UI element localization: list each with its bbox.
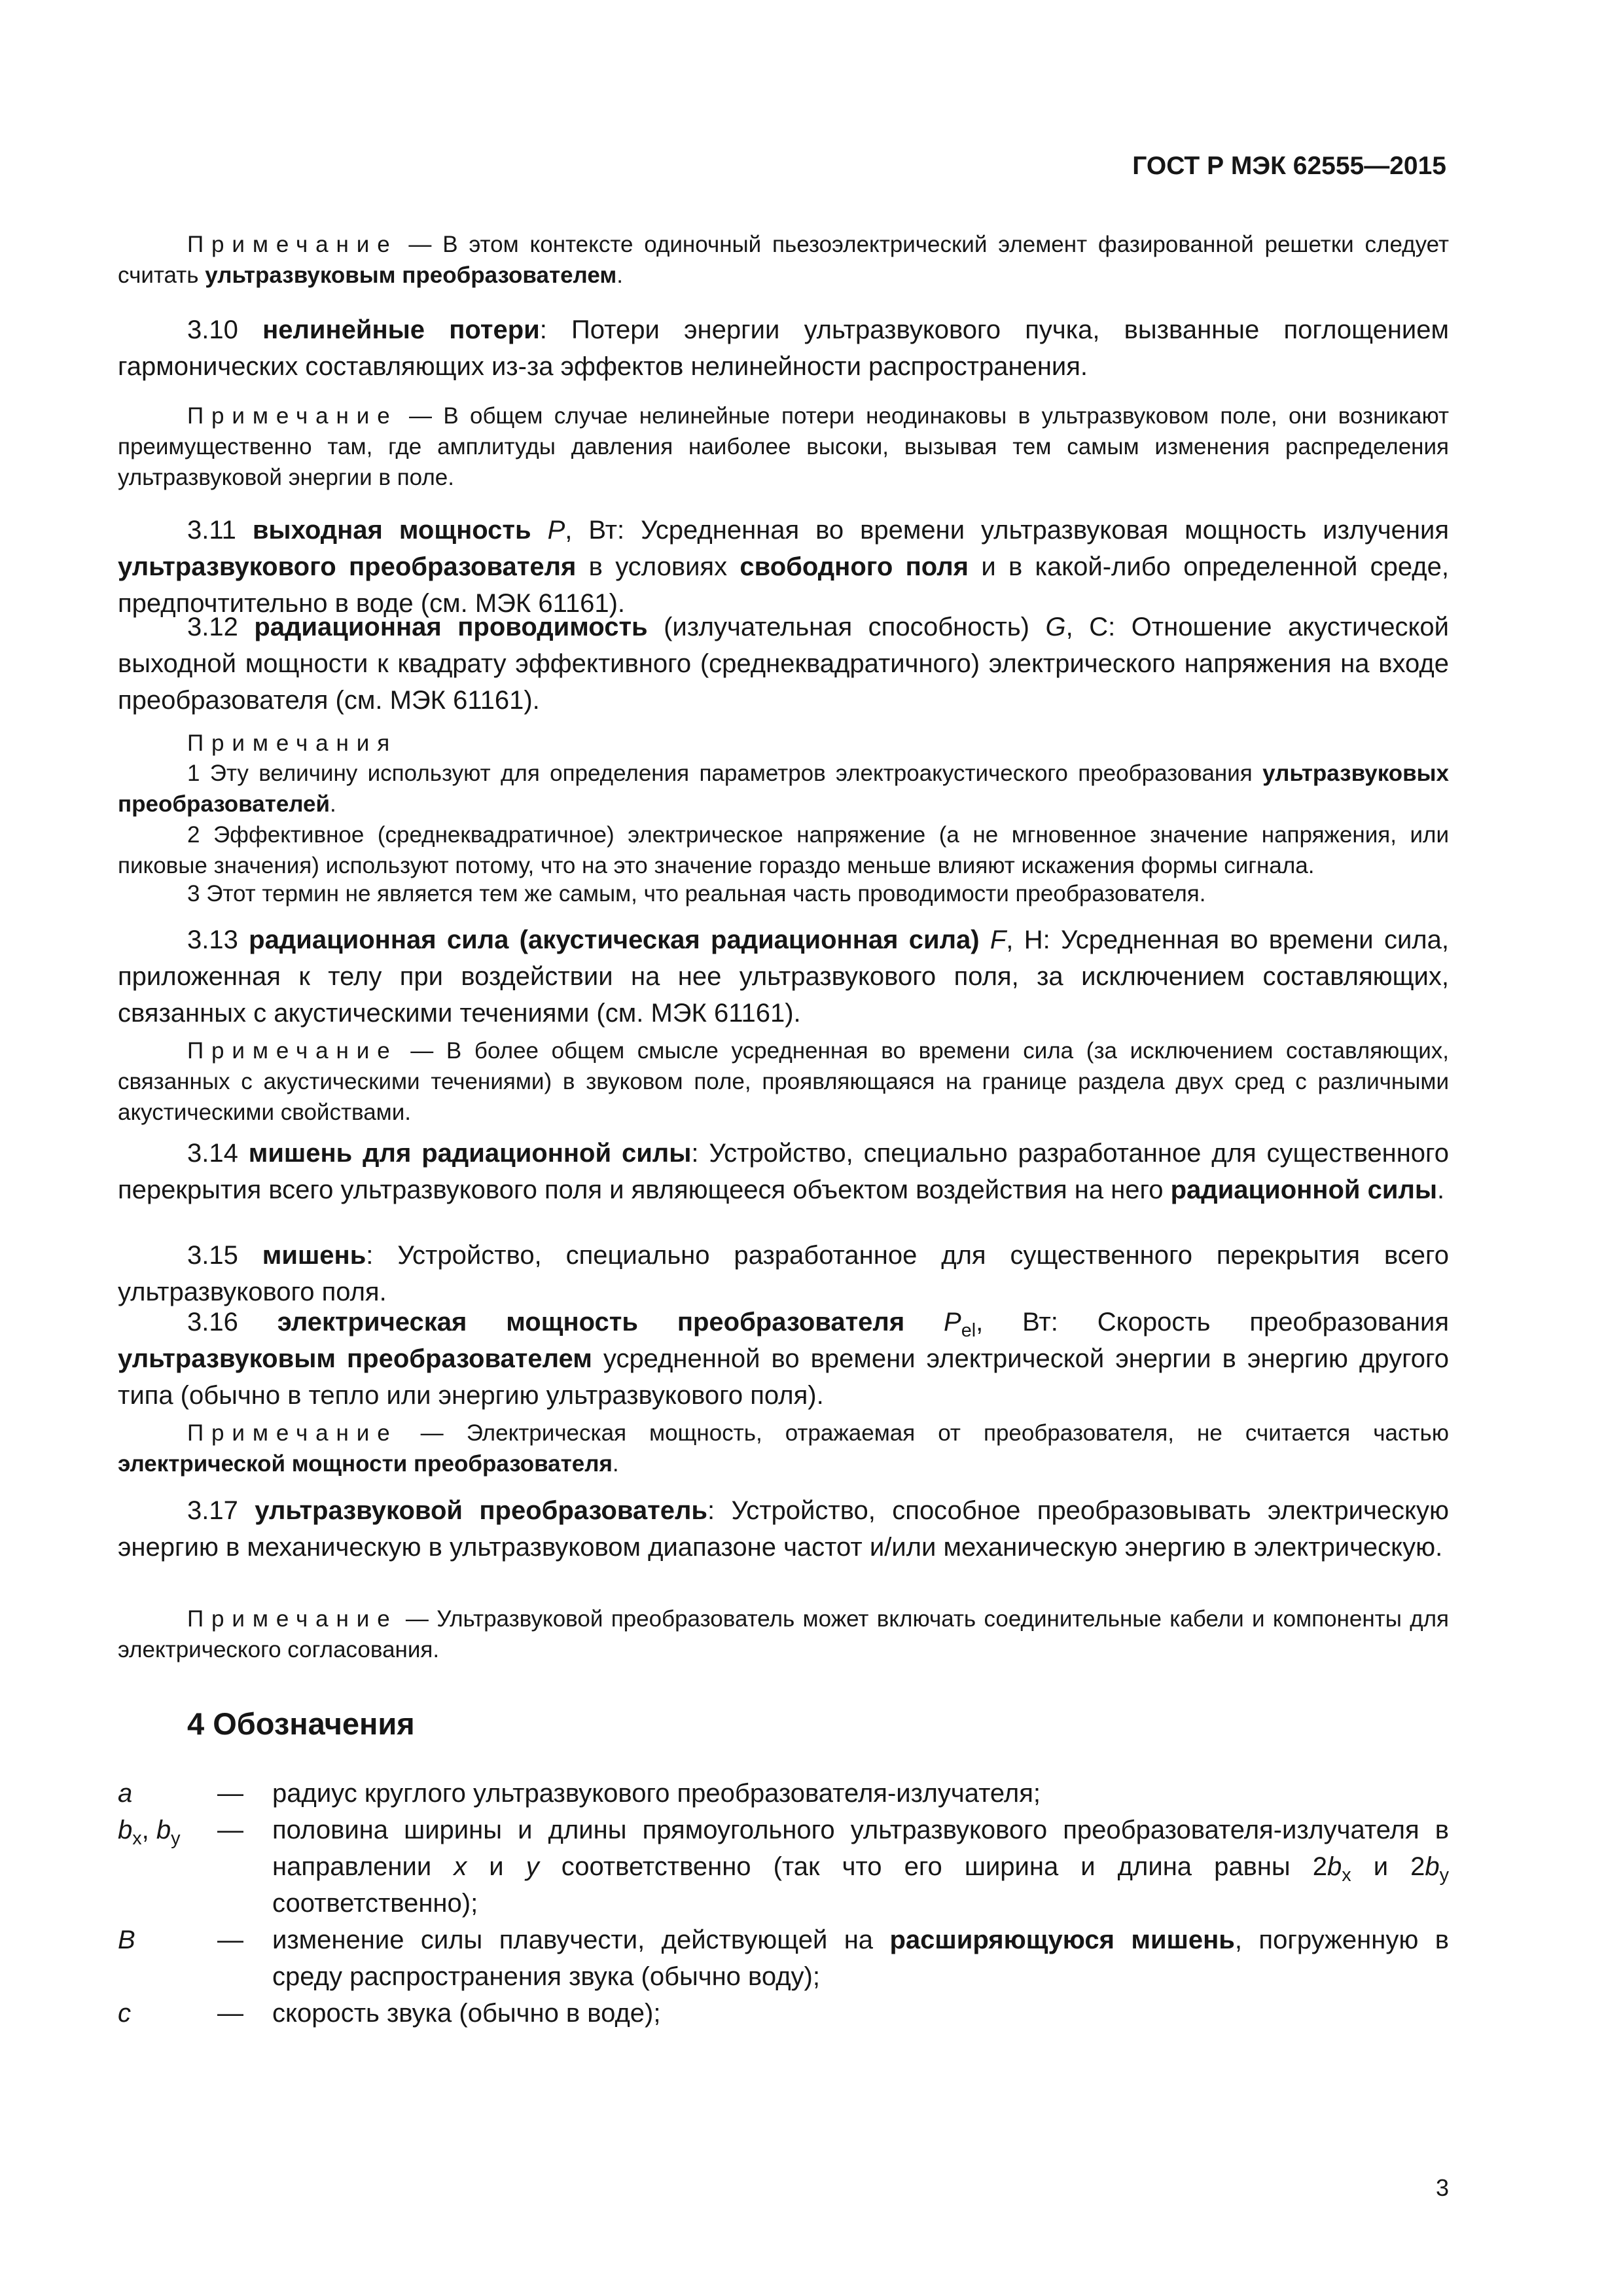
notes-label: Примечания	[187, 730, 398, 756]
note-electric-power: Примечание — Электрическая мощность, отражаемая от преобразователя, не считается частью электрической мощности преобразователя.	[118, 1420, 1450, 1477]
note-c-2: 2 Эффективное (среднеквадратичное) электрическое напряжение (а не мгновенное значение напряжения, или пиковые значения) используют потому, что на это значение гораздо меньше влияют искажения формы сигнала.	[118, 822, 1449, 878]
document-page: ГОСТ Р МЭК 62555—2015 Примечание — В этом контексте одиночный пьезоэлектрический элемент фазированной решетки следует считать ультразвуковым преобразователем. 3.10 нелинейные потери: Потери энергии ультразвукового пучка, вызванные поглощением гармонических составляющих из-за эффектов нелинейности распространения. Примечание — В общем случае нелинейные потери неодинаковы в ультразвуковом поле, они возникают преимущественно там, где амплитуды давления наиболее высоки, вызывая тем самым изменения распределения ультразвуковой энергии в поле. 3.11 выходная мощность P, Вт: Усредненная во времени ультразвуковая мощность излучения ультразвукового преобразователя в условиях свободного поля и в какой-либо определенной среде, предпочтительно в воде (см. МЭК 61161). 3.12 радиационная проводимость (излучательная способность) G, С: Отношение акустической выходной мощности к квадрату эффективного (среднеквадратичного) электрического напряжения на входе преобразователя (см. МЭК 61161). Примечания 1 Эту величину используют для определения параметров электроакустического преобразования ультразвуковых преобразователей. 2 Эффективное (среднеквадратичное) электрическое напряжение (а не мгновенное значение напряжения, или пиковые значения) используют потому, что на это значение гораздо меньше влияют искажения формы сигнала. 3 Этот термин не является тем же самым, что реальная часть проводимости преобразователя. 3.13 радиационная сила (акустическая радиационная сила) F, Н: Усредненная во времени сила, приложенная к телу при воздействии на нее ультразвукового поля, за исключением составляющих, связанных с акустическими течениями (см. МЭК 61161). Примечание — В более общем смысле усредненная во времени сила (за исключением составляющих, связанных с акустическими течениями) в звуковом поле, проявляющаяся на границе раздела двух сред с различными акустическими свойствами. 3.14 мишень для радиационной силы: Устройство, специально разработанное для существенного перекрытия всего ультразвукового поля и являющееся объектом воздействия на него радиационной силы. 3.15 мишень: Устройство, специально разработанное для существенного перекрытия всего ультразвукового поля. 3.16 электрическая мощность преобразователя $P_{el}$, Вт: Скорость преобразования ультразвуковым преобразователем усредненной во времени электрической энергии в энергию другого типа (обычно в тепло или энергию ультразвукового поля). Примечание — Электрическая мощность, отражаемая от преобразователя, не считается частью электрической мощности преобразователя. 3.17 ультразвуковой преобразователь: Устройство, способное преобразовывать электрическую энергию в механическую в ультразвуковом диапазоне частот и/или механическую энергию в электрическую. Примечание — Ультразвуковой преобразователь может включать соединительные кабели и компоненты для электрического согласования. 4 Обозначения a — радиус круглого ультразвукового преобразователя-излучателя; $b_x$, $b_y$ — половина ширины и длины прямоугольного ультразвукового преобразователя-излучателя в направлении x и y соответственно (так что его ширина и длина равны $2b_x$ и $2b_y$ соответственно); B — изменение силы плавучести, действующей на расширяющуюся мишень, погруженную в среду распространения звука (обычно воду); c — скорость звука (обычно в воде); 3	[0, 0, 1623, 2296]
note-c-1: 1 Эту величину используют для определения параметров электроакустического преобразования ультразвуковых преобразователей.	[118, 761, 1449, 817]
term-3-14: 3.14 мишень для радиационной силы: Устройство, специально разработанное для существенного перекрытия всего ультразвукового поля и являющееся объектом воздействия на него радиационной силы.	[118, 1139, 1450, 1204]
symbol-description: половина ширины и длины прямоугольного ультразвукового преобразователя-излучателя в направлении x и y соответственно (так что его ширина и длина равны $2b_x$ и $2b_y$ соответственно);	[272, 1816, 1449, 1918]
symbol: c	[118, 1999, 131, 2028]
term-3-13: 3.13 радиационная сила (акустическая радиационная сила) F, Н: Усредненная во времени сила, приложенная к телу при воздействии на нее ультразвукового поля, за исключением составляющих, связанных с акустическими течениями (см. МЭК 61161).	[118, 925, 1449, 1028]
section-heading: 4 Обозначения	[187, 1706, 415, 1741]
document-header: ГОСТ Р МЭК 62555—2015	[1132, 152, 1446, 180]
symbol: $b_x$, $b_y$	[118, 1816, 181, 1849]
note-c-3: 3 Этот термин не является тем же самым, что реальная часть проводимости преобразователя.	[187, 881, 1206, 906]
term-3-15: 3.15 мишень: Устройство, специально разработанное для существенного перекрытия всего ультразвукового поля.	[118, 1241, 1449, 1306]
page-number: 3	[1435, 2174, 1449, 2201]
symbol: B	[118, 1926, 135, 1954]
note-transducer: Примечание — Ультразвуковой преобразователь может включать соединительные кабели и компоненты для электрического согласования.	[118, 1606, 1449, 1662]
note-radiation-force: Примечание — В более общем смысле усредненная во времени сила (за исключением составляющих, связанных с акустическими течениями) в звуковом поле, проявляющаяся на границе раздела двух сред с различными акустическими свойствами.	[118, 1038, 1449, 1125]
note-label: Примечание	[187, 232, 398, 257]
note-phased-array: Примечание — В этом контексте одиночный пьезоэлектрический элемент фазированной решетки следует считать ультразвуковым преобразователем.	[118, 232, 1450, 288]
symbol-description: скорость звука (обычно в воде);	[272, 1999, 661, 2028]
symbol: a	[118, 1779, 133, 1808]
term-3-17: 3.17 ультразвуковой преобразователь: Устройство, способное преобразовывать электрическую энергию в механическую в ультразвуковом диапазоне частот и/или механическую энергию в электрическую.	[118, 1496, 1450, 1562]
term-3-12: 3.12 радиационная проводимость (излучательная способность) G, С: Отношение акустической выходной мощности к квадрату эффективного (среднеквадратичного) электрического напряжения на входе преобразователя (см. МЭК 61161).	[118, 613, 1449, 715]
term-3-16: 3.16 электрическая мощность преобразователя $P_{el}$, Вт: Скорость преобразования ультразвуковым преобразователем усредненной во времени электрической энергии в энергию другого типа (обычно в тепло или энергию ультразвукового поля).	[118, 1308, 1449, 1410]
note-nonlinear-losses: Примечание — В общем случае нелинейные потери неодинаковы в ультразвуковом поле, они возникают преимущественно там, где амплитуды давления наиболее высоки, вызывая тем самым изменения распределения ультразвуковой энергии в поле.	[118, 403, 1450, 490]
term-3-11: 3.11 выходная мощность P, Вт: Усредненная во времени ультразвуковая мощность излучения ультразвукового преобразователя в условиях свободного поля и в какой-либо определенной среде, предпочтительно в воде (см. МЭК 61161).	[118, 516, 1449, 618]
term-3-10: 3.10 нелинейные потери: Потери энергии ультразвукового пучка, вызванные поглощением гармонических составляющих из-за эффектов нелинейности распространения.	[118, 315, 1449, 381]
symbol-description: изменение силы плавучести, действующей на расширяющуюся мишень, погруженную в среду распространения звука (обычно воду);	[272, 1926, 1450, 1991]
symbol-description: радиус круглого ультразвукового преобразователя-излучателя;	[272, 1779, 1041, 1808]
